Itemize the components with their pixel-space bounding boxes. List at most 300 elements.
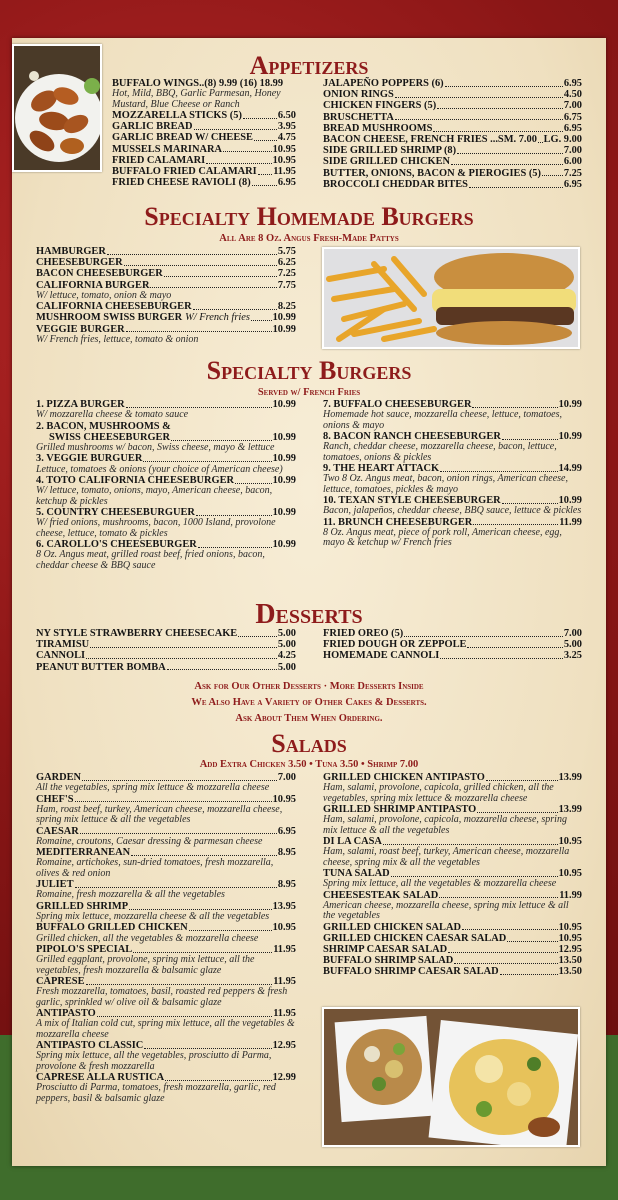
item-name: 1. PIZZA BURGER: [36, 399, 125, 410]
menu-item: [323, 123, 582, 134]
item-price: 10.99: [558, 431, 582, 443]
item-price: 7.25: [563, 167, 582, 179]
menu-item: [36, 772, 296, 794]
menu-item: [323, 134, 582, 145]
item-description: 8 Oz. Angus meat, grilled roast beef, fried onions, bacon, cheddar cheese & BBQ sauce: [36, 549, 265, 571]
menu-item-row: [36, 639, 296, 650]
dot-leader: [252, 185, 277, 186]
item-name: TIRAMISU: [36, 639, 90, 651]
item-name: 6. CAROLLO'S CHEESEBURGER: [36, 539, 197, 551]
menu-item-row: [323, 123, 582, 134]
dot-leader: [243, 118, 277, 119]
item-price: 5.00: [277, 628, 296, 639]
item-description: W/ mozzarella cheese & tomato sauce: [36, 409, 189, 421]
menu-item: [36, 268, 296, 279]
dot-leader: [131, 855, 277, 856]
item-description: American cheese, mozzarella cheese, spring mix lettuce & all the vegetables: [323, 899, 569, 922]
menu-item: [323, 933, 582, 944]
menu-item: [323, 78, 582, 89]
dot-leader: [473, 524, 558, 525]
item-price: 5.00: [277, 661, 296, 673]
salads-title: Salads: [271, 729, 347, 758]
item-price: 10.99: [272, 312, 296, 324]
item-price: 7.00: [563, 628, 582, 639]
salads-photo: [322, 1007, 580, 1147]
item-name: MEDITERRANEAN: [36, 847, 131, 859]
dot-leader: [80, 833, 277, 834]
menu-item-row: [36, 662, 296, 673]
item-name: FRIED CALAMARI: [112, 154, 206, 166]
item-description: Ham, roast beef, turkey, American cheese, mozzarella cheese, spring mix lettuce & all the vegetables: [36, 803, 283, 826]
menu-item: [323, 495, 582, 517]
item-description: W/ lettuce, tomato, onion & mayo: [36, 289, 172, 301]
item-name: SWISS CHEESEBURGER: [49, 431, 170, 443]
desserts-note-1: Ask for Our Other Desserts · More Desserts Inside: [194, 681, 424, 692]
dot-leader: [167, 669, 277, 670]
dot-leader: [251, 320, 272, 321]
menu-item: [36, 826, 296, 848]
item-name: TUNA SALAD: [323, 868, 390, 880]
item-price: 10.99: [272, 323, 296, 335]
menu-item: [36, 312, 296, 323]
item-price: 7.00: [563, 100, 582, 112]
item-price: 10.99: [272, 507, 296, 519]
menu-item: [323, 156, 582, 167]
item-name: CAPRESE ALLA RUSTICA: [36, 1072, 165, 1084]
item-description: Grilled eggplant, provolone, spring mix lettuce, all the vegetables, fresh mozzarella & balsamic glaze: [36, 954, 255, 976]
dot-leader: [90, 647, 277, 648]
item-price: 6.00: [563, 156, 582, 168]
menu-item-row: [112, 155, 296, 166]
item-name: 10. TEXAN STYLE CHEESEBURGER: [323, 495, 501, 507]
item-name: 5. COUNTRY CHEESEBURGUER: [36, 507, 195, 519]
menu-item-row: [112, 132, 296, 143]
item-note: W/ French fries: [185, 312, 250, 324]
item-name: 2. BACON, MUSHROOMS &: [36, 420, 171, 432]
dot-leader: [500, 974, 558, 975]
item-price: 6.25: [277, 257, 296, 269]
appetizers-right-column: [323, 78, 582, 190]
menu-item: [36, 944, 296, 976]
item-price: 10.95: [558, 921, 582, 933]
item-name: BUFFALO SHRIMP CAESAR SALAD: [323, 966, 499, 978]
item-price: 4.50: [563, 89, 582, 101]
menu-item-row: [323, 179, 582, 190]
menu-item-row: [36, 650, 296, 661]
item-name: HAMBURGER: [36, 246, 106, 257]
item-name: GRILLED CHICKEN ANTIPASTO: [323, 772, 485, 783]
dot-leader: [445, 86, 563, 87]
dot-leader: [477, 812, 557, 813]
item-description: W/ French fries, lettuce, tomato & onion: [36, 333, 199, 345]
menu-item-row: [36, 257, 296, 268]
dot-leader: [126, 407, 272, 408]
dot-leader: [395, 97, 563, 98]
dot-leader: [164, 276, 277, 277]
menu-item: [112, 110, 296, 121]
item-price: 11.95: [273, 166, 296, 178]
item-description: Prosciutto di Parma, tomatoes, fresh mozzarella, garlic, red peppers, basil & balsamic glaze: [36, 1082, 276, 1104]
menu-item-row: [36, 246, 296, 257]
item-description: Romaine, artichokes, sun-dried tomatoes, fresh mozzarella, olives & red onion: [36, 857, 274, 879]
menu-item-row: [36, 268, 296, 279]
specialty-burgers-subtitle: Served w/ French Fries: [257, 387, 361, 398]
item-description: Lettuce, tomatoes & onions (your choice of American cheese): [36, 463, 283, 475]
dot-leader: [462, 929, 558, 930]
dot-leader: [194, 129, 277, 130]
item-price: 10.95: [272, 154, 296, 166]
dot-leader: [457, 153, 563, 154]
menu-item-row: [323, 639, 582, 650]
item-price: 6.95: [563, 122, 582, 134]
item-price: 10.99: [272, 475, 296, 487]
item-price: 10.99: [272, 399, 296, 410]
item-price: 10.95: [558, 868, 582, 880]
dot-leader: [472, 407, 557, 408]
menu-item: [323, 868, 582, 890]
item-description: Spring mix lettuce, mozzarella cheese & all the vegetables: [36, 911, 270, 923]
item-name: CAESAR: [36, 825, 79, 837]
menu-item: [323, 145, 582, 156]
item-price: 8.95: [277, 879, 296, 891]
item-price: 12.99: [272, 1072, 296, 1084]
menu-item: [323, 890, 582, 922]
item-price: 10.95: [272, 793, 296, 805]
item-price: 3.95: [277, 121, 296, 133]
item-description: Ham, salami, provolone, capicola, mozzarella cheese, spring mix lettuce & all the vegetables: [323, 814, 567, 836]
menu-item: [36, 639, 296, 650]
specialty-burgers-left-column: [36, 399, 296, 571]
homemade-burgers-subtitle: All Are 8 Oz. Angus Fresh-Made Pattys: [219, 233, 399, 244]
item-price: 13.50: [558, 966, 582, 978]
dot-leader: [165, 1080, 271, 1081]
item-name: MOZZARELLA STICKS (5): [112, 110, 242, 122]
dot-leader: [254, 140, 277, 141]
desserts-note-3: Ask About Them When Ordering.: [235, 713, 383, 724]
dot-leader: [198, 547, 272, 548]
homemade-burgers-title: Specialty Homemade Burgers: [144, 202, 474, 231]
dot-leader: [86, 984, 273, 985]
item-name: 4. TOTO CALIFORNIA CHEESEBURGER: [36, 475, 235, 487]
dot-leader: [189, 930, 272, 931]
item-name: BUTTER, ONIONS, BACON & PIEROGIES (5): [323, 167, 541, 179]
menu-item: [36, 246, 296, 257]
dot-leader: [223, 151, 272, 152]
menu-item: [36, 324, 296, 346]
item-price: 4.25: [277, 650, 296, 662]
item-name: FRIED DOUGH OR ZEPPOLE: [323, 639, 467, 651]
menu-item: [323, 836, 582, 868]
item-price: 3.25: [563, 650, 582, 662]
appetizers-title: Appetizers: [249, 51, 369, 80]
item-price: 12.95: [272, 1040, 296, 1052]
item-description: Ham, salami, roast beef, turkey, American cheese, mozzarella cheese, spring mix & all the vegetables: [323, 846, 570, 868]
menu-item-row: [112, 177, 296, 188]
menu-item-row: [36, 922, 296, 933]
item-price: 10.99: [558, 399, 582, 410]
dot-leader: [404, 636, 563, 637]
menu-item: [323, 944, 582, 955]
menu-item-row: [323, 922, 582, 933]
dot-leader: [206, 163, 271, 164]
dot-leader: [133, 952, 272, 953]
item-name: PIPOLO'S SPECIAL: [36, 944, 133, 956]
item-price: 6.95: [277, 825, 296, 837]
item-name: GRILLED SHRIMP: [36, 900, 129, 912]
dot-leader: [454, 963, 557, 964]
item-description: Grilled chicken, all the vegetables & mozzarella cheese: [36, 932, 259, 944]
menu-item: [36, 539, 296, 571]
dot-leader: [440, 471, 558, 472]
item-name: CHEESESTEAK SALAD: [323, 889, 439, 901]
menu-item: [36, 399, 296, 421]
dot-leader: [439, 897, 558, 898]
menu-item: [323, 179, 582, 190]
item-name: CAPRESE: [36, 976, 85, 988]
menu-item: [323, 804, 582, 836]
menu-item-row: [36, 312, 296, 323]
menu-item: [36, 1040, 296, 1072]
menu-item: [36, 507, 296, 539]
menu-item: [323, 463, 582, 495]
item-name: ANTIPASTO: [36, 1008, 96, 1020]
salads-left-column: [36, 772, 296, 1104]
item-name: GRILLED CHICKEN SALAD: [323, 921, 461, 933]
dot-leader: [433, 131, 562, 132]
menu-item: [112, 177, 296, 188]
item-name: CHEF'S: [36, 793, 74, 805]
dot-leader: [395, 119, 563, 120]
item-name: 8. BACON RANCH CHEESEBURGER: [323, 431, 501, 443]
dot-leader: [171, 440, 272, 441]
desserts-note-2: We Also Have a Variety of Other Cakes & Desserts.: [191, 697, 427, 708]
item-name: GARLIC BREAD: [112, 121, 193, 133]
menu-item: [36, 453, 296, 475]
item-name: GARDEN: [36, 772, 82, 783]
item-name: SHRIMP CAESAR SALAD: [323, 944, 448, 956]
item-name: 11. BRUNCH CHEESEBURGER: [323, 516, 473, 528]
dot-leader: [391, 876, 558, 877]
menu-item-row: [112, 121, 296, 132]
menu-item: [112, 78, 296, 110]
menu-item: [323, 100, 582, 111]
menu-item: [36, 847, 296, 879]
item-name: DI LA CASA: [323, 836, 382, 848]
item-name: FRIED OREO (5): [323, 628, 404, 639]
item-name: BRUSCHETTA: [323, 111, 394, 123]
dot-leader: [542, 175, 563, 176]
item-price: 11.95: [273, 1008, 296, 1020]
item-name: BACON CHEESE, FRENCH FRIES ...SM. 7.00: [323, 134, 537, 146]
menu-item-row: [323, 156, 582, 167]
item-description: Ham, salami, provolone, capicola, grilled chicken, all the vegetables, spring mix lettuce & mozzarella cheese: [323, 782, 554, 804]
dot-leader: [150, 287, 276, 288]
menu-item-row: [323, 134, 582, 145]
item-name: MUSSELS MARINARA: [112, 143, 222, 155]
dot-leader: [502, 503, 558, 504]
dot-leader: [107, 254, 277, 255]
item-description: Romaine, fresh mozzarella & all the vegetables: [36, 889, 225, 901]
item-name: GRILLED SHRIMP ANTIPASTO: [323, 804, 477, 816]
menu-item: [36, 922, 296, 944]
dot-leader: [86, 658, 277, 659]
menu-item: [323, 650, 582, 661]
menu-item: [36, 301, 296, 312]
menu-item: [36, 1008, 296, 1040]
menu-item: [36, 421, 296, 454]
menu-item: [323, 168, 582, 179]
item-description: Spring mix lettuce, all the vegetables, prosciutto di Parma, provolone & fresh mozzarella: [36, 1050, 272, 1072]
menu-item-row: [323, 112, 582, 123]
item-name: 7. BUFFALO CHEESEBURGER: [323, 399, 472, 410]
item-price: 6.95: [563, 78, 582, 89]
item-price: 12.95: [558, 944, 582, 956]
menu-item: [112, 144, 296, 155]
item-name: CHEESEBURGER: [36, 257, 123, 269]
salads-right-column: [323, 772, 582, 978]
menu-item: [36, 662, 296, 673]
item-name: BUFFALO WINGS..(8) 9.99 (16) 18.99: [112, 78, 284, 89]
item-name: BUFFALO SHRIMP SALAD: [323, 955, 454, 967]
item-name: CHICKEN FINGERS (5): [323, 100, 437, 112]
item-name: BUFFALO GRILLED CHICKEN: [36, 922, 188, 934]
appetizers-left-column: [112, 78, 296, 188]
menu-item-row: [323, 168, 582, 179]
item-description: Bacon, jalapeños, cheddar cheese, BBQ sauce, lettuce & pickles: [323, 505, 582, 517]
dot-leader: [124, 265, 277, 266]
item-price: 6.75: [563, 111, 582, 123]
dot-leader: [196, 515, 272, 516]
specialty-burgers-title: Specialty Burgers: [206, 356, 412, 385]
dot-leader: [507, 941, 557, 942]
menu-item: [36, 794, 296, 826]
menu-item-row: [323, 628, 582, 639]
item-price: 10.99: [272, 539, 296, 551]
dot-leader: [383, 844, 558, 845]
menu-item: [112, 132, 296, 143]
salads-subtitle: Add Extra Chicken 3.50 • Tuna 3.50 • Shrimp 7.00: [199, 759, 419, 770]
dot-leader: [144, 1048, 271, 1049]
menu-item: [36, 976, 296, 1008]
dot-leader: [193, 309, 277, 310]
item-name: PEANUT BUTTER BOMBA: [36, 661, 166, 673]
burger-photo: [322, 247, 580, 349]
dot-leader: [235, 483, 272, 484]
menu-item-row: [36, 453, 296, 464]
menu-item: [323, 89, 582, 100]
item-price: 10.95: [558, 932, 582, 944]
dot-leader: [469, 187, 563, 188]
dot-leader: [437, 108, 563, 109]
menu-item: [323, 399, 582, 431]
item-description: Ranch, cheddar cheese, mozzarella cheese, bacon, lettuce, tomatoes, onions & pickles: [323, 441, 557, 463]
item-price: 11.95: [273, 976, 296, 988]
item-description: W/ lettuce, tomato, onions, mayo, American cheese, bacon, ketchup & pickles: [36, 485, 273, 507]
menu-item-row: [323, 100, 582, 111]
menu-item: [323, 772, 582, 804]
menu-item: [36, 280, 296, 302]
item-name: CANNOLI: [36, 650, 86, 662]
dot-leader: [467, 647, 562, 648]
desserts-right-column: [323, 628, 582, 662]
item-name: SIDE GRILLED SHRIMP (8): [323, 145, 457, 157]
menu-item: [36, 879, 296, 901]
item-price: 8.25: [277, 301, 296, 313]
menu-item-row: [36, 628, 296, 639]
menu-item-name-row: [36, 421, 296, 432]
item-price: 10.95: [272, 143, 296, 155]
homemade-burgers-column: [36, 246, 296, 345]
item-name: VEGGIE BURGER: [36, 323, 125, 335]
specialty-burgers-right-column: [323, 399, 582, 549]
menu-item: [36, 1072, 296, 1104]
item-price: 7.00: [563, 145, 582, 157]
menu-item: [323, 112, 582, 123]
item-name: CALIFORNIA BURGER: [36, 279, 150, 291]
dot-leader: [126, 331, 272, 332]
menu-item-row: [112, 166, 296, 177]
menu-item-row: [36, 301, 296, 312]
item-description: Homemade hot sauce, mozzarella cheese, lettuce, tomatoes, onions & mayo: [323, 409, 563, 431]
dot-leader: [538, 142, 543, 143]
item-price: 10.99: [558, 495, 582, 507]
item-name: MUSHROOM SWISS BURGER: [36, 312, 183, 324]
item-price: 10.99: [272, 431, 296, 443]
item-name: ANTIPASTO CLASSIC: [36, 1040, 144, 1052]
item-name: ONION RINGS: [323, 89, 394, 101]
desserts-left-column: [36, 628, 296, 673]
menu-item: [323, 628, 582, 639]
item-name: SIDE GRILLED CHICKEN: [323, 156, 451, 168]
item-price: 8.95: [277, 847, 296, 859]
item-description: All the vegetables, spring mix lettuce & mozzarella cheese: [36, 782, 270, 794]
item-description: Fresh mozzarella, tomatoes, basil, roasted red peppers & fresh garlic, sprinkled w/ olive oil & balsamic glaze: [36, 986, 288, 1008]
item-price: 5.75: [277, 246, 296, 257]
item-name: JULIET: [36, 879, 74, 891]
item-name: BROCCOLI CHEDDAR BITES: [323, 178, 468, 190]
menu-item: [323, 955, 582, 966]
menu-item: [36, 628, 296, 639]
menu-item-row: [323, 89, 582, 100]
item-price: 14.99: [558, 463, 582, 475]
item-name: BACON CHEESEBURGER: [36, 268, 163, 280]
item-description: W/ fried onions, mushrooms, bacon, 1000 Island, provolone cheese, lettuce, tomato & pickles: [36, 517, 276, 539]
dot-leader: [258, 174, 272, 175]
item-description: Spring mix lettuce, all the vegetables & mozzarella cheese: [323, 878, 557, 890]
menu-item: [323, 922, 582, 933]
dot-leader: [502, 439, 558, 440]
item-name: NY STYLE STRAWBERRY CHEESECAKE: [36, 628, 238, 639]
menu-item-row: [323, 944, 582, 955]
menu-item: [36, 650, 296, 661]
item-name: BREAD MUSHROOMS: [323, 122, 433, 134]
item-price: 13.99: [558, 804, 582, 816]
item-description: Romaine, croutons, Caesar dressing & parmesan cheese: [36, 835, 263, 847]
menu-item-row: [323, 966, 582, 977]
menu-item-row: [323, 650, 582, 661]
menu-item: [112, 155, 296, 166]
item-name: 3. VEGGIE BURGUER: [36, 453, 143, 465]
menu-item: [36, 257, 296, 268]
menu-item: [112, 121, 296, 132]
menu-item-row: [112, 144, 296, 155]
item-price: 10.95: [272, 922, 296, 934]
dot-leader: [97, 1016, 273, 1017]
item-price: 10.99: [272, 453, 296, 465]
menu-item: [323, 966, 582, 977]
item-name: CALIFORNIA CHEESEBURGER: [36, 301, 192, 313]
item-price: 7.00: [277, 772, 296, 783]
